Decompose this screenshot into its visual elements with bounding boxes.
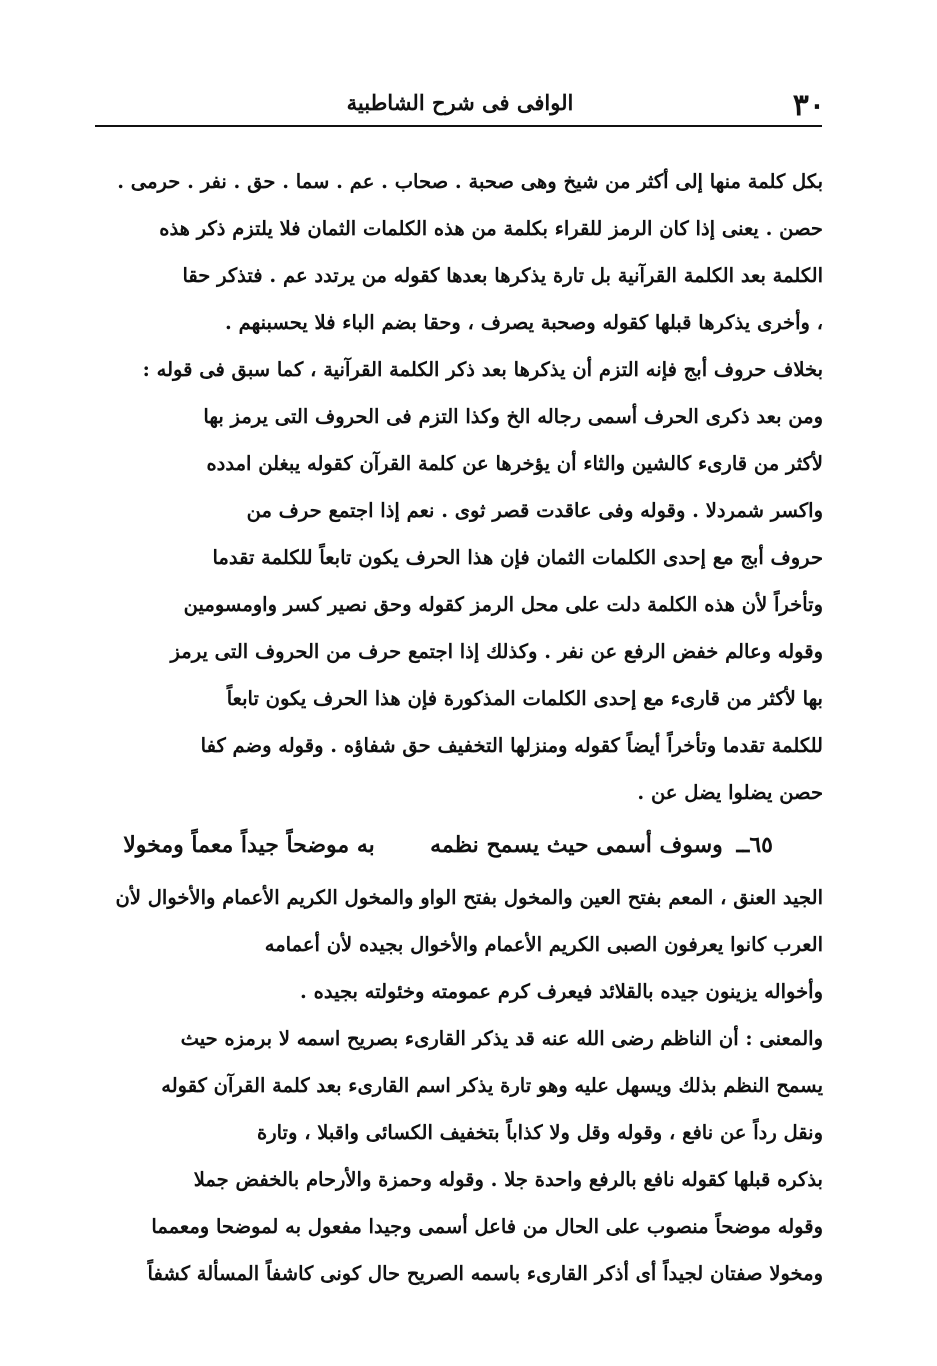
text-line: ، وأخرى يذكرها قبلها كقوله وصحبة يصرف ، وحقا بضم الباء فلا يحسبنهم . (225, 311, 823, 334)
page-header (95, 84, 825, 128)
text-line: وأخواله يزينون جيده بالقلائد فيعرف كرم عمومته وخئولته بجيده . (300, 980, 823, 1003)
text-line: لأكثر من قارىء كالشين والثاء أن يؤخرها عن كلمة القرآن كقوله يبغلن امدده (206, 452, 823, 475)
header-rule (95, 125, 822, 127)
paragraph-1 (85, 158, 823, 816)
text-line: بها لأكثر من قارىء مع إحدى الكلمات المذكورة فإن هذا الحرف يكون تابعاً (226, 687, 823, 710)
verse-second-hemistich: به موضحاً جيداً معماً ومخولا (123, 832, 375, 858)
text-line: ومخولا صفتان لجيداً أى أذكر القارىء باسمه الصريح حال كونى كاشفاً المسألة كشفاً (147, 1262, 823, 1285)
page-number: ٣٠ (792, 88, 825, 123)
text-line: الجيد العنق ، المعم بفتح العين والمخول بفتح الواو والمخول الكريم الأعمام والأخوال لأن (115, 886, 823, 909)
text-line: واكسر شمردلا . وقوله وفى عاقدت قصر ثوى . نعم إذا اجتمع حرف من (246, 499, 823, 522)
text-line: للكلمة تقدما وتأخراً أيضاً كقوله ومنزلها التخفيف حق شفاؤه . وقوله وضم كفا (200, 734, 823, 757)
text-line: ومن بعد ذكرى الحرف أسمى رجاله الخ وكذا التزم فى الحروف التى يرمز بها (203, 405, 823, 428)
text-line: وتأخراً لأن هذه الكلمة دلت على محل الرمز كقوله وحق نصير كسر واومسومين (183, 593, 823, 616)
text-line: الكلمة بعد الكلمة القرآنية بل تارة يذكرها بعدها كقوله من يرتدد عم . فتذكر حقا (182, 264, 823, 287)
text-line: بذكره قبلها كقوله نافع بالرفع واحدة جلا . وقوله وحمزة والأرحام بالخفض جملا (193, 1168, 823, 1191)
text-line: العرب كانوا يعرفون الصبى الكريم الأعمام والأخوال بجيده لأن أعمامه (264, 933, 823, 956)
text-line: بخلاف حروف أبج فإنه التزم أن يذكرها بعد ذكر الكلمة القرآنية ، كما سبق فى قوله : (142, 358, 823, 381)
text-line: حصن . يعنى إذا كان الرمز للقراء بكلمة من هذه الكلمات الثمان فلا يلتزم ذكر هذه (159, 217, 823, 240)
text-line: ونقل رداً عن نافع ، وقوله وقل ولا كذاباً بتخفيف الكسائى واقبلا ، وتارة (256, 1121, 823, 1144)
verse-first-hemistich: وسوف أسمى حيث يسمح نظمه (430, 832, 723, 858)
text-line: حروف أبج مع إحدى الكلمات الثمان فإن هذا الحرف يكون تابعاً للكلمة تقدما (212, 546, 823, 569)
text-line: بكل كلمة منها إلى أكثر من شيخ وهى صحبة . صحاب . عم . سما . حق . نفر . حرمى . (117, 170, 823, 193)
text-line: وقوله وعالم خفض الرفع عن نفر . وكذلك إذا اجتمع حرف من الحروف التى يرمز (170, 640, 823, 663)
body-text (85, 158, 823, 1297)
text-line: والمعنى : أن الناظم رضى الله عنه قد يذكر القارىء بصريح اسمه لا برمزه حيث (180, 1027, 823, 1050)
text-line: يسمح النظم بذلك ويسهل عليه وهو تارة يذكر اسم القارىء بعد كلمة القرآن كقوله (161, 1074, 823, 1097)
verse-65 (85, 816, 823, 874)
paragraph-3 (85, 1015, 823, 1297)
running-title: الوافى فى شرح الشاطبية (346, 90, 574, 115)
text-line: حصن يضلوا يضل عن . (637, 781, 823, 804)
paragraph-2 (85, 874, 823, 1015)
verse-number: ٦٥ــ (736, 832, 773, 858)
text-line: وقوله موضحاً منصوب على الحال من فاعل أسمى وجيدا مفعول به لموضحا ومعمما (151, 1215, 823, 1238)
